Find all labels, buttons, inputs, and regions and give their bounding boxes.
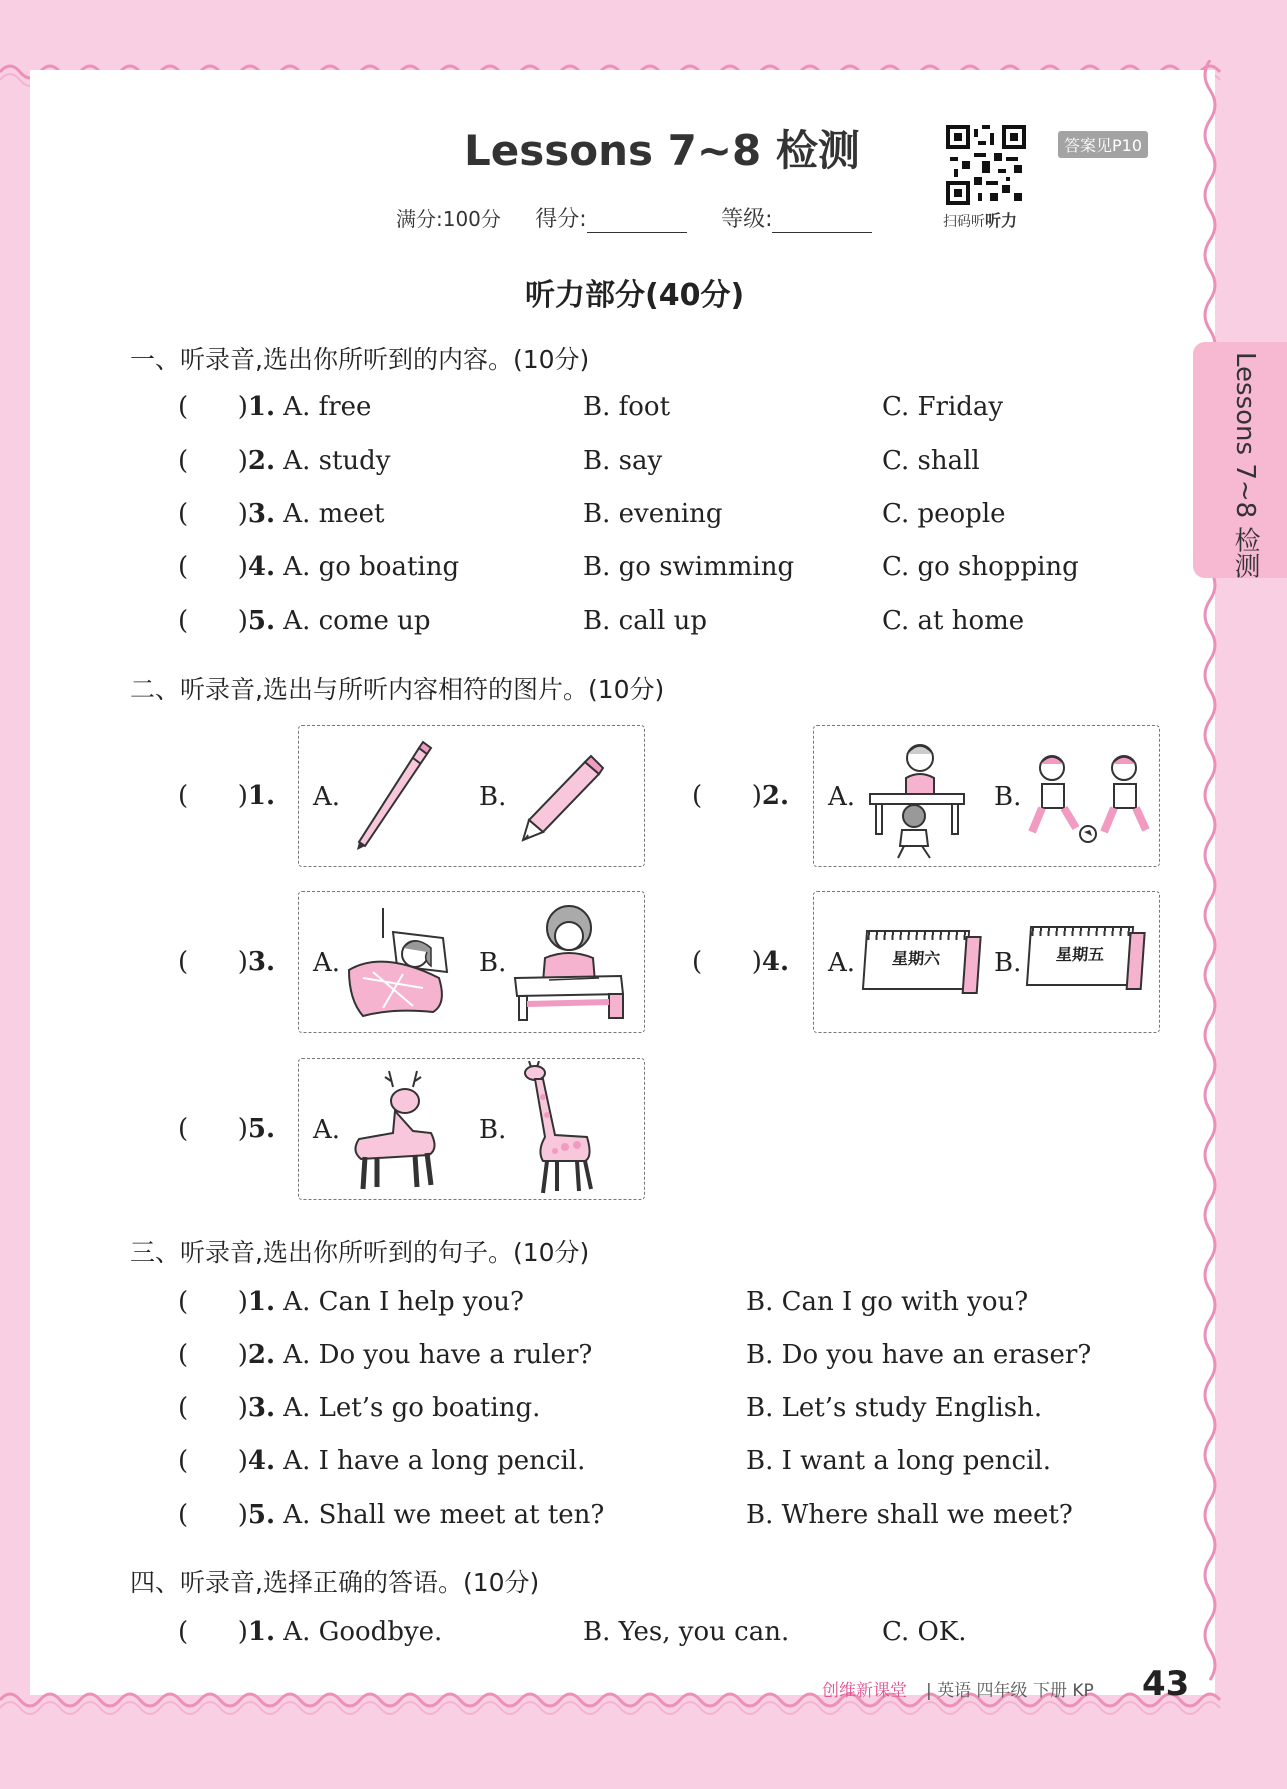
score-line: [396, 202, 872, 233]
option-a-label[interactable]: A.: [313, 1115, 341, 1145]
giraffe-illustration: [521, 1061, 601, 1196]
listening-section-heading: 听力部分(40分): [525, 278, 745, 313]
mother-at-desk-illustration: [509, 898, 634, 1023]
option-a-label[interactable]: A.: [828, 782, 856, 812]
question-row: ( )4.: [692, 947, 790, 977]
wavy-border-right: [1196, 60, 1236, 1700]
boys-playing-football-illustration: [1024, 748, 1154, 853]
answer-paren[interactable]: ( ): [692, 781, 762, 811]
picture-box: [298, 725, 645, 867]
answer-paren[interactable]: ( ): [178, 392, 248, 422]
answer-paren[interactable]: ( ): [178, 1617, 248, 1647]
answer-paren[interactable]: ( ): [178, 1446, 248, 1476]
question-row: ( )1.: [178, 781, 276, 811]
option-a: A. go boating: [283, 552, 460, 582]
question-row: ( )5. A. come up: [178, 606, 431, 636]
qr-caption: 扫码听听力: [943, 211, 1018, 230]
side-tab: Lessons 7~8 检测: [1193, 342, 1287, 578]
option-a: A. free: [283, 392, 372, 422]
option-c: C. shall: [882, 446, 980, 476]
question-row: ( )3. A. meet: [178, 499, 385, 529]
option-a: A. Let’s go boating.: [283, 1393, 541, 1423]
question-row: ( )1. A. Can I help you?: [178, 1287, 524, 1317]
option-a: A. I have a long pencil.: [283, 1446, 586, 1476]
option-b-label[interactable]: B.: [479, 782, 507, 812]
answer-paren[interactable]: ( ): [692, 947, 762, 977]
question-row: ( )2. A. Do you have a ruler?: [178, 1340, 593, 1370]
option-a: A. come up: [283, 606, 431, 636]
qr-code-icon[interactable]: [946, 125, 1026, 205]
pencil-icon: [517, 754, 607, 844]
option-b: B. Yes, you can.: [583, 1617, 790, 1647]
option-b: B. evening: [583, 499, 723, 529]
option-a: A. Can I help you?: [283, 1287, 524, 1317]
part-1-heading: 一、听录音,选出你所听到的内容。(10分): [130, 345, 590, 374]
calendar-b-label: 星期五: [1055, 945, 1105, 964]
picture-box: [813, 725, 1160, 867]
students-at-desk-illustration: [862, 736, 972, 861]
option-b: B. Let’s study English.: [746, 1393, 1043, 1423]
calendar-a-label: 星期六: [891, 949, 941, 968]
full-score: 满分:100分: [396, 207, 501, 231]
option-b-label[interactable]: B.: [994, 948, 1022, 978]
score-label: 得分:: [535, 207, 587, 232]
option-b: B. call up: [583, 606, 707, 636]
deer-illustration: [347, 1067, 447, 1192]
question-row: ( )2. A. study: [178, 446, 391, 476]
question-row: ( )4. A. go boating: [178, 552, 460, 582]
option-a-label[interactable]: A.: [313, 948, 341, 978]
footer-brand: 创维新课堂: [822, 1681, 907, 1701]
picture-box: [298, 1058, 645, 1200]
page-title: Lessons 7~8 检测: [464, 126, 860, 175]
calendar-rings: [867, 932, 968, 940]
option-c: C. OK.: [882, 1617, 967, 1647]
option-c: C. people: [882, 499, 1006, 529]
option-b: B. go swimming: [583, 552, 795, 582]
part-4-heading: 四、听录音,选择正确的答语。(10分): [130, 1568, 540, 1597]
option-b: B. Where shall we meet?: [746, 1500, 1073, 1530]
calendar-a: [862, 930, 970, 990]
answer-paren[interactable]: ( ): [178, 781, 248, 811]
option-c: C. at home: [882, 606, 1025, 636]
footer-book-info: | 英语 四年级 下册 KP: [926, 1681, 1094, 1701]
part-2-heading: 二、听录音,选出与所听内容相符的图片。(10分): [130, 675, 665, 704]
question-row: ( )5.: [178, 1114, 276, 1144]
option-b-label[interactable]: B.: [479, 948, 507, 978]
answer-paren[interactable]: ( ): [178, 1287, 248, 1317]
calendar-b: [1026, 926, 1134, 986]
question-row: ( )4. A. I have a long pencil.: [178, 1446, 586, 1476]
option-a: A. meet: [283, 499, 385, 529]
answer-paren[interactable]: ( ): [178, 1393, 248, 1423]
grade-label: 等级:: [721, 207, 773, 232]
option-c: C. go shopping: [882, 552, 1079, 582]
page-number: 43: [1142, 1664, 1190, 1704]
question-row: ( )3. A. Let’s go boating.: [178, 1393, 541, 1423]
question-row: ( )3.: [178, 947, 276, 977]
option-b: B. foot: [583, 392, 671, 422]
question-row: ( )5. A. Shall we meet at ten?: [178, 1500, 605, 1530]
part-3-heading: 三、听录音,选出你所听到的句子。(10分): [130, 1238, 590, 1267]
answer-reference-badge: 答案见P10: [1058, 131, 1148, 158]
calendar-rings: [1031, 928, 1132, 936]
option-a: A. Shall we meet at ten?: [283, 1500, 605, 1530]
score-blank[interactable]: [587, 214, 687, 233]
answer-paren[interactable]: ( ): [178, 1500, 248, 1530]
option-a-label[interactable]: A.: [313, 782, 341, 812]
answer-paren[interactable]: ( ): [178, 446, 248, 476]
grade-blank[interactable]: [772, 214, 872, 233]
option-a: A. study: [283, 446, 391, 476]
option-b: B. Do you have an eraser?: [746, 1340, 1092, 1370]
question-row: ( )2.: [692, 781, 790, 811]
answer-paren[interactable]: ( ): [178, 947, 248, 977]
pen-icon: [347, 738, 437, 853]
answer-paren[interactable]: ( ): [178, 552, 248, 582]
question-row: ( )1. A. free: [178, 392, 372, 422]
answer-paren[interactable]: ( ): [178, 499, 248, 529]
option-a-label[interactable]: A.: [828, 948, 856, 978]
option-a: A. Do you have a ruler?: [283, 1340, 593, 1370]
option-b-label[interactable]: B.: [479, 1115, 507, 1145]
answer-paren[interactable]: ( ): [178, 1340, 248, 1370]
answer-paren[interactable]: ( ): [178, 606, 248, 636]
calendar-stand: [1126, 932, 1146, 990]
picture-box: [813, 891, 1160, 1033]
girl-sleeping-illustration: [343, 908, 463, 1023]
option-b: B. Can I go with you?: [746, 1287, 1029, 1317]
option-b: B. say: [583, 446, 663, 476]
option-a: A. Goodbye.: [283, 1617, 443, 1647]
calendar-stand: [962, 936, 982, 994]
answer-paren[interactable]: ( ): [178, 1114, 248, 1144]
picture-box: [298, 891, 645, 1033]
option-b: B. I want a long pencil.: [746, 1446, 1052, 1476]
question-row: ( )1. A. Goodbye.: [178, 1617, 443, 1647]
option-c: C. Friday: [882, 392, 1004, 422]
option-b-label[interactable]: B.: [994, 782, 1022, 812]
